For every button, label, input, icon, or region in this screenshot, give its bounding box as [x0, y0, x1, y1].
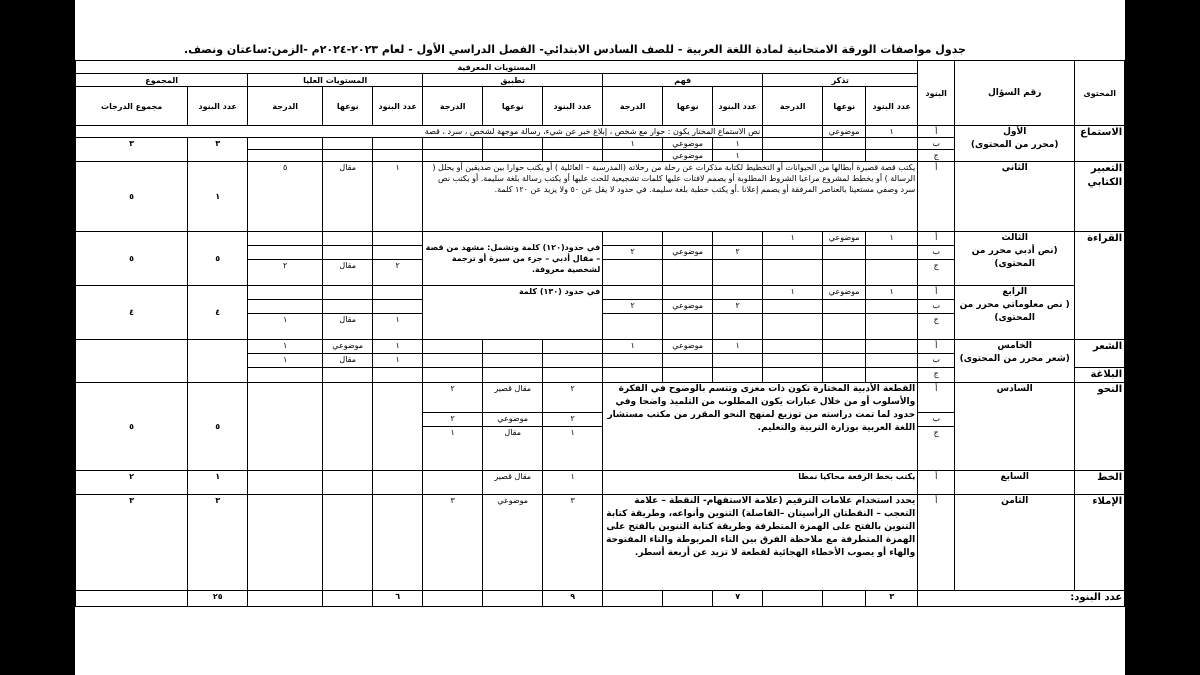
reading-q3-r-type: موضوعي [823, 232, 866, 246]
letter-b: ب [918, 300, 955, 314]
row-reading-q4: الرابع ( نص معلوماتي محرر من المحتوى) [955, 286, 1075, 340]
listening-total-grades: ٣ [76, 138, 188, 162]
grammar-a-type: مقال قصير [483, 383, 543, 413]
letter-c: ج [918, 260, 955, 286]
dictation-type: موضوعي [483, 495, 543, 591]
poetry-h2-count: ١ [373, 354, 423, 368]
grammar-c-type: مقال [483, 427, 543, 471]
header-remember: تذكر [763, 74, 918, 87]
poetry-h1-count: ١ [373, 340, 423, 354]
handwriting-count: ١ [543, 471, 603, 495]
reading-q3-h-type: مقال [323, 260, 373, 286]
header-cognitive-levels: المستويات المعرفية [76, 61, 918, 74]
row-handwriting-question: السابع [955, 471, 1075, 495]
row-grammar-question: السادس [955, 383, 1075, 471]
header-r-count: عدد البنود [866, 87, 918, 126]
letter-c: ج [918, 368, 955, 383]
header-u-grade: الدرجة [603, 87, 663, 126]
header-u-type: نوعها [663, 87, 713, 126]
grammar-b-grade: ٢ [423, 413, 483, 427]
header-r-grade: الدرجة [763, 87, 823, 126]
reading-q4-h-count: ١ [373, 314, 423, 340]
poetry-u-grade: ١ [603, 340, 663, 354]
header-total: المجموع [76, 74, 248, 87]
header-items: البنود [918, 61, 955, 126]
reading-total4-items: ٤ [188, 286, 248, 340]
dictation-note: يحدد استخدام علامات الترقيم (علامة الاستفهام- النقطة – علامة التعجب – النقطتان الرأسيتان –الفاصلة) التنوين وأنواعه، وطريقة كتابة التنوين بالفتح على الهمزة المتطرفة وطريقة كتابة التنوين بالفتح على الهمزة المتطرفة مع ملاحظة الفرق بين التاء المربوطة والتاء المفتوحة والهاء أو يصوب الأخطاء الهجائية لقطعة لا تزيد عن أربعة أسطر. [603, 495, 918, 591]
dictation-total-grades: ٣ [76, 495, 188, 591]
grammar-total-grades: ٥ [76, 383, 188, 471]
handwriting-type: مقال قصير [483, 471, 543, 495]
page-title: جدول مواصفات الورقة الامتحانية لمادة اللغة العربية - للصف السادس الابتدائي- الفصل الدراسي الأول - لعام ٢٠٢٣-٢٠٢٤م -الزمن:ساعتان ونصف. [184, 43, 966, 56]
footer-higher: ٦ [373, 591, 423, 607]
reading-q3-r-grade: ١ [763, 232, 823, 246]
writing-h-type: مقال [323, 162, 373, 232]
row-dictation-question: الثامن [955, 495, 1075, 591]
grammar-b-type: موضوعي [483, 413, 543, 427]
reading-q3-h-grade: ٢ [248, 260, 323, 286]
poetry-u-type: موضوعي [663, 340, 713, 354]
reading-q3-note: في حدود(١٢٠) كلمة وتشمل: مشهد من قصة – مقال أدبي – جزء من سيرة أو ترجمة لشخصية معروفة. [423, 232, 603, 286]
reading-q3-h-count: ٢ [373, 260, 423, 286]
writing-total-grades: ٥ [76, 162, 188, 232]
letter-a: أ [918, 383, 955, 413]
listening-r-count: ١ [866, 126, 918, 138]
grammar-total-items: ٥ [188, 383, 248, 471]
writing-note: يكتب قصة قصيرة أبطالها من الحيوانات أو التخطيط لكتابة مذكرات عن رحلة من رحلاته (المدرسية – العائلية ) أو يكتب حوارا بين صديقين أو يحلل ( الرسالة ) أو يخطط لمشروع مراعيا الشروط المطلوبة أو يصمم لافتات عليها كلمات تشجيعية للحث عليها أو يكتب رسالة بلغة سليمة. أو يكتب نص سرد وصفي مستعينا بالعناصر المرفقة أو يصمم إعلانا .أو يكتب خطبة بلغة سليمة. في حدود لا يقل عن ٥٠ ولا يزيد عن ١٢٠ كلمة. [423, 162, 918, 232]
poetry-h1-type: موضوعي [323, 340, 373, 354]
listening-r-grade [763, 126, 823, 138]
poetry-h1-grade: ١ [248, 340, 323, 354]
row-reading-q3: الثالث (نص أدبي محرر من المحتوى) [955, 232, 1075, 286]
row-handwriting-content: الخط [1075, 471, 1125, 495]
row-grammar-content: النحو [1075, 383, 1125, 471]
writing-h-count: ١ [373, 162, 423, 232]
reading-q3-u-count: ٢ [713, 246, 763, 260]
listening-u-type: موضوعي [663, 138, 713, 150]
grammar-c-count: ١ [543, 427, 603, 471]
listening-u-grade: ١ [603, 138, 663, 150]
row-poetry-content: الشعر [1075, 340, 1125, 368]
dictation-count: ٣ [543, 495, 603, 591]
row-poetry-question: الخامس (شعر محرر من المحتوى) [955, 340, 1075, 383]
header-h-count: عدد البنود [373, 87, 423, 126]
writing-h-grade: ٥ [248, 162, 323, 232]
footer-label: عدد البنود: [918, 591, 1125, 607]
header-h-grade: الدرجة [248, 87, 323, 126]
footer-total: ٢٥ [188, 591, 248, 607]
handwriting-total-grades: ٢ [76, 471, 188, 495]
letter-a: أ [918, 495, 955, 591]
reading-total3-items: ٥ [188, 232, 248, 286]
header-understand: فهم [603, 74, 763, 87]
grammar-a-grade: ٢ [423, 383, 483, 413]
row-reading-content: القراءة [1075, 232, 1125, 340]
listening-r-type: موضوعي [823, 126, 866, 138]
reading-q4-u-type: موضوعي [663, 300, 713, 314]
reading-q4-r-type: موضوعي [823, 286, 866, 300]
dictation-total-items: ٣ [188, 495, 248, 591]
header-higher: المستويات العليا [248, 74, 423, 87]
spec-table [75, 60, 1125, 607]
handwriting-note: يكتب بخط الرقعة محاكيا نمطا [603, 471, 918, 495]
handwriting-total-items: ١ [188, 471, 248, 495]
header-content: المحتوى [1075, 61, 1125, 126]
listening-u2-count: ١ [713, 150, 763, 162]
listening-u-count: ١ [713, 138, 763, 150]
header-a-grade: الدرجة [423, 87, 483, 126]
reading-q4-u-count: ٢ [713, 300, 763, 314]
reading-q4-u-grade: ٢ [603, 300, 663, 314]
letter-b: ب [918, 413, 955, 427]
grammar-c-grade: ١ [423, 427, 483, 471]
header-question-no: رقم السؤال [955, 61, 1075, 126]
listening-total-items: ٣ [188, 138, 248, 162]
footer-understand: ٧ [713, 591, 763, 607]
writing-letter: أ [918, 162, 955, 232]
letter-a: أ [918, 471, 955, 495]
footer-apply: ٩ [543, 591, 603, 607]
row-listening-content: الاستماع [1075, 126, 1125, 162]
poetry-h2-type: مقال [323, 354, 373, 368]
writing-total-items: ١ [188, 162, 248, 232]
reading-q3-u-grade: ٢ [603, 246, 663, 260]
header-r-type: نوعها [823, 87, 866, 126]
row-listening-question: الأول (محرر من المحتوى) [955, 126, 1075, 162]
letter-b: ب [918, 354, 955, 368]
letter-a: أ [918, 340, 955, 354]
header-u-count: عدد البنود [713, 87, 763, 126]
reading-total3-grades: ٥ [76, 232, 188, 286]
reading-total4-grades: ٤ [76, 286, 188, 340]
header-a-type: نوعها [483, 87, 543, 126]
header-apply: تطبيق [423, 74, 603, 87]
letter-b: ب [918, 246, 955, 260]
listening-note: نص الاستماع المختار يكون : حوار مع شخص ، إبلاغ خبر عن شيء، رسالة موجهة لشخص ، سرد ، قصة [76, 126, 763, 138]
grammar-a-count: ٢ [543, 383, 603, 413]
listening-u2-type: موضوعي [663, 150, 713, 162]
row-writing-question: الثاني [955, 162, 1075, 232]
row-writing-content: التعبير الكتابي [1075, 162, 1125, 232]
dictation-grade: ٣ [423, 495, 483, 591]
reading-q4-note: في حدود (١٣٠) كلمة [423, 286, 603, 340]
letter-b: ب [918, 138, 955, 150]
header-total-grades: مجموع الدرجات [76, 87, 188, 126]
reading-q4-r-count: ١ [866, 286, 918, 300]
header-h-type: نوعها [323, 87, 373, 126]
letter-a: أ [918, 286, 955, 300]
letter-a: أ [918, 126, 955, 138]
reading-q4-h-type: مقال [323, 314, 373, 340]
reading-q3-u-type: موضوعي [663, 246, 713, 260]
poetry-h2-grade: ١ [248, 354, 323, 368]
header-a-count: عدد البنود [543, 87, 603, 126]
reading-q4-h-grade: ١ [248, 314, 323, 340]
document-page [75, 0, 1125, 675]
letter-c: ج [918, 314, 955, 340]
header-total-items: عدد البنود [188, 87, 248, 126]
reading-q4-r-grade: ١ [763, 286, 823, 300]
grammar-b-count: ٢ [543, 413, 603, 427]
letter-a: أ [918, 232, 955, 246]
letter-c: ج [918, 150, 955, 162]
letter-c: ج [918, 427, 955, 471]
row-dictation-content: الإملاء [1075, 495, 1125, 591]
row-rhetoric-content: البلاغة [1075, 368, 1125, 383]
footer-remember: ٣ [866, 591, 918, 607]
poetry-u-count: ١ [713, 340, 763, 354]
grammar-note: القطعة الأدبية المختارة تكون ذات مغزى وتتسم بالوضوح في الفكرة والأسلوب أو من خلال عبارات يكون المطلوب من التلميذ واضحا وفي حدود لما تمت دراسته من توزيع لمنهج النحو المقرر من مكتب مستشار اللغة العربية بوزارة التربية والتعليم. [603, 383, 918, 471]
reading-q3-r-count: ١ [866, 232, 918, 246]
